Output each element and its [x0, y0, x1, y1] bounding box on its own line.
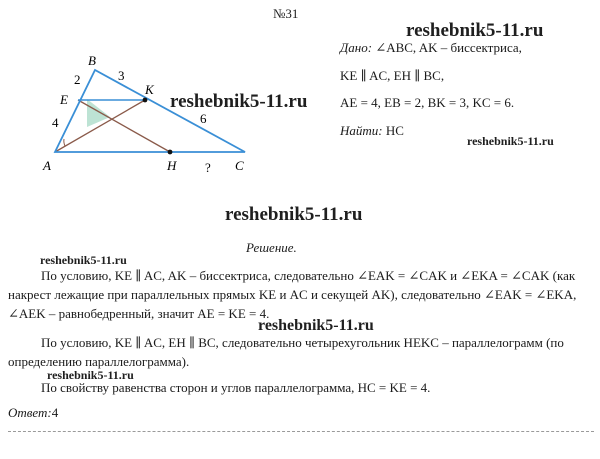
divider	[8, 431, 594, 432]
point-h	[168, 150, 173, 155]
watermark: reshebnik5-11.ru	[40, 253, 127, 267]
label-c: C	[235, 158, 244, 173]
watermark: reshebnik5-11.ru	[406, 20, 544, 41]
label-h: H	[167, 158, 177, 173]
given-lengths: AE = 4, EB = 2, BK = 3, KC = 6.	[340, 95, 515, 110]
solution-paragraph-2: По условию, KE ∥ AC, EH ∥ BC, следовательно четырехугольник HEKC – параллелограмм (по определению параллелограмма).	[8, 335, 564, 369]
watermark: reshebnik5-11.ru	[258, 317, 374, 334]
solution-title: Решение.	[246, 240, 297, 255]
label-a: A	[43, 158, 51, 173]
label-ae: 4	[52, 115, 59, 130]
watermark: reshebnik5-11.ru	[225, 204, 363, 225]
watermark: reshebnik5-11.ru	[467, 134, 554, 148]
label-eb: 2	[74, 72, 81, 87]
segment-eh	[78, 100, 170, 152]
label-hc: ?	[205, 160, 211, 175]
find-line: Найти: HC	[340, 123, 404, 138]
problem-number: №31	[273, 6, 299, 21]
label-k: K	[145, 82, 154, 97]
angle-mark	[64, 139, 65, 146]
label-e: E	[60, 92, 68, 107]
label-b: B	[88, 53, 96, 68]
solution-paragraph-3: По свойству равенства сторон и углов параллелограмма, HC = KE = 4.	[41, 380, 431, 395]
given-parallels: KE ∥ AC, EH ∥ BC,	[340, 68, 445, 83]
point-k	[143, 98, 148, 103]
watermark: reshebnik5-11.ru	[47, 368, 134, 382]
label-bk: 3	[118, 68, 125, 83]
answer: Ответ:4	[8, 405, 59, 420]
solution-paragraph-1: По условию, KE ∥ AC, AK – биссектриса, следовательно ∠EAK = ∠CAK и ∠EKA = ∠CAK (как накрест лежащие при параллельных прямых KE и AC и секущей AK), следовательно ∠EAK = ∠EKA, ∠AEK – равнобедренный, значит AE = KE = 4.	[8, 268, 577, 321]
label-kc: 6	[200, 111, 207, 126]
given-line: Дано: ∠ABC, AK – биссектриса,	[340, 40, 522, 55]
watermark: reshebnik5-11.ru	[170, 91, 308, 112]
